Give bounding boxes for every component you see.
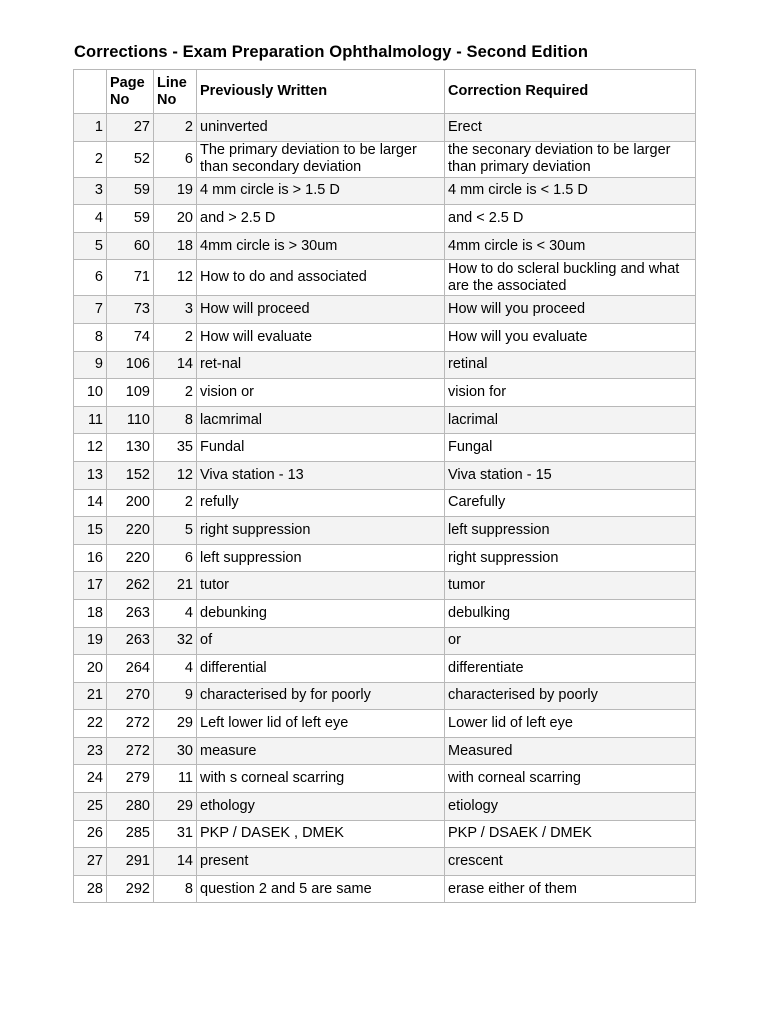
- row-index-cell: 20: [74, 655, 107, 683]
- page-no-cell: 106: [107, 351, 154, 379]
- previously-written-cell: How will proceed: [197, 296, 445, 324]
- row-index-cell: 24: [74, 765, 107, 793]
- table-row: [74, 793, 696, 821]
- page-no-cell: 263: [107, 599, 154, 627]
- previously-written-cell: measure: [197, 737, 445, 765]
- page-no-cell: 200: [107, 489, 154, 517]
- line-no-cell: 2: [154, 323, 197, 351]
- line-no-cell: 6: [154, 544, 197, 572]
- correction-required-cell: crescent: [445, 848, 696, 876]
- row-index-cell: 5: [74, 232, 107, 260]
- page-no-cell: 59: [107, 177, 154, 205]
- line-no-cell: 2: [154, 489, 197, 517]
- table-row: [74, 875, 696, 903]
- line-no-cell: 29: [154, 710, 197, 738]
- row-index-cell: 19: [74, 627, 107, 655]
- row-index-cell: 6: [74, 260, 107, 296]
- correction-required-cell: 4mm circle is < 30um: [445, 232, 696, 260]
- previously-written-cell: differential: [197, 655, 445, 683]
- table-row: [74, 379, 696, 407]
- page-no-cell: 292: [107, 875, 154, 903]
- row-index-cell: 13: [74, 461, 107, 489]
- row-index-cell: 16: [74, 544, 107, 572]
- line-no-cell: 12: [154, 260, 197, 296]
- previously-written-cell: How to do and associated: [197, 260, 445, 296]
- page-no-cell: 52: [107, 141, 154, 177]
- correction-required-cell: lacrimal: [445, 406, 696, 434]
- page-no-cell: 272: [107, 737, 154, 765]
- line-no-cell: 14: [154, 848, 197, 876]
- line-no-cell: 31: [154, 820, 197, 848]
- line-no-cell: 4: [154, 655, 197, 683]
- correction-required-cell: tumor: [445, 572, 696, 600]
- correction-required-cell: differentiate: [445, 655, 696, 683]
- previously-written-cell: lacmrimal: [197, 406, 445, 434]
- line-no-cell: 19: [154, 177, 197, 205]
- table-row: [74, 296, 696, 324]
- correction-required-cell: and < 2.5 D: [445, 205, 696, 233]
- table-row: [74, 572, 696, 600]
- page-no-cell: 110: [107, 406, 154, 434]
- table-row: [74, 205, 696, 233]
- table-row: [74, 655, 696, 683]
- line-no-cell: 2: [154, 114, 197, 142]
- page-no-cell: 60: [107, 232, 154, 260]
- previously-written-cell: uninverted: [197, 114, 445, 142]
- correction-required-cell: How will you proceed: [445, 296, 696, 324]
- correction-required-cell: etiology: [445, 793, 696, 821]
- table-row: [74, 323, 696, 351]
- line-no-cell: 8: [154, 406, 197, 434]
- correction-required-cell: with corneal scarring: [445, 765, 696, 793]
- line-no-cell: 5: [154, 517, 197, 545]
- correction-required-cell: PKP / DSAEK / DMEK: [445, 820, 696, 848]
- line-no-cell: 6: [154, 141, 197, 177]
- line-no-cell: 35: [154, 434, 197, 462]
- page-no-cell: 263: [107, 627, 154, 655]
- previously-written-cell: and > 2.5 D: [197, 205, 445, 233]
- correction-required-cell: the seconary deviation to be larger than primary deviation: [445, 141, 696, 177]
- correction-required-cell: debulking: [445, 599, 696, 627]
- page-no-cell: 285: [107, 820, 154, 848]
- page-no-cell: 130: [107, 434, 154, 462]
- row-index-cell: 26: [74, 820, 107, 848]
- table-row: [74, 177, 696, 205]
- page-no-cell: 262: [107, 572, 154, 600]
- page-no-cell: 74: [107, 323, 154, 351]
- previously-written-cell: refully: [197, 489, 445, 517]
- page-no-cell: 220: [107, 517, 154, 545]
- header-page-no: Page No: [107, 70, 154, 114]
- table-row: [74, 737, 696, 765]
- previously-written-cell: Fundal: [197, 434, 445, 462]
- page-no-cell: 280: [107, 793, 154, 821]
- row-index-cell: 21: [74, 682, 107, 710]
- row-index-cell: 15: [74, 517, 107, 545]
- page-no-cell: 279: [107, 765, 154, 793]
- page-no-cell: 264: [107, 655, 154, 683]
- table-row: [74, 114, 696, 142]
- correction-required-cell: How will you evaluate: [445, 323, 696, 351]
- row-index-cell: 9: [74, 351, 107, 379]
- page-no-cell: 73: [107, 296, 154, 324]
- row-index-cell: 17: [74, 572, 107, 600]
- correction-required-cell: right suppression: [445, 544, 696, 572]
- previously-written-cell: debunking: [197, 599, 445, 627]
- correction-required-cell: Lower lid of left eye: [445, 710, 696, 738]
- previously-written-cell: right suppression: [197, 517, 445, 545]
- line-no-cell: 4: [154, 599, 197, 627]
- correction-required-cell: characterised by poorly: [445, 682, 696, 710]
- correction-required-cell: Carefully: [445, 489, 696, 517]
- page-no-cell: 109: [107, 379, 154, 407]
- previously-written-cell: The primary deviation to be larger than secondary deviation: [197, 141, 445, 177]
- line-no-cell: 8: [154, 875, 197, 903]
- correction-required-cell: How to do scleral buckling and what are the associated: [445, 260, 696, 296]
- previously-written-cell: 4mm circle is > 30um: [197, 232, 445, 260]
- previously-written-cell: Viva station - 13: [197, 461, 445, 489]
- table-row: [74, 627, 696, 655]
- line-no-cell: 11: [154, 765, 197, 793]
- page-no-cell: 59: [107, 205, 154, 233]
- table-header-row: [74, 70, 696, 114]
- table-row: [74, 848, 696, 876]
- row-index-cell: 14: [74, 489, 107, 517]
- previously-written-cell: 4 mm circle is > 1.5 D: [197, 177, 445, 205]
- line-no-cell: 3: [154, 296, 197, 324]
- row-index-cell: 27: [74, 848, 107, 876]
- correction-required-cell: Erect: [445, 114, 696, 142]
- row-index-cell: 25: [74, 793, 107, 821]
- correction-required-cell: vision for: [445, 379, 696, 407]
- table-row: [74, 351, 696, 379]
- row-index-cell: 2: [74, 141, 107, 177]
- row-index-cell: 1: [74, 114, 107, 142]
- previously-written-cell: ethology: [197, 793, 445, 821]
- previously-written-cell: ret-nal: [197, 351, 445, 379]
- row-index-cell: 8: [74, 323, 107, 351]
- corrections-table: [73, 69, 696, 903]
- line-no-cell: 29: [154, 793, 197, 821]
- row-index-cell: 3: [74, 177, 107, 205]
- header-index: [74, 70, 107, 114]
- correction-required-cell: Viva station - 15: [445, 461, 696, 489]
- previously-written-cell: vision or: [197, 379, 445, 407]
- correction-required-cell: erase either of them: [445, 875, 696, 903]
- page-no-cell: 272: [107, 710, 154, 738]
- row-index-cell: 18: [74, 599, 107, 627]
- line-no-cell: 12: [154, 461, 197, 489]
- line-no-cell: 21: [154, 572, 197, 600]
- row-index-cell: 22: [74, 710, 107, 738]
- table-row: [74, 489, 696, 517]
- table-row: [74, 517, 696, 545]
- correction-required-cell: Measured: [445, 737, 696, 765]
- row-index-cell: 11: [74, 406, 107, 434]
- correction-required-cell: Fungal: [445, 434, 696, 462]
- table-row: [74, 406, 696, 434]
- previously-written-cell: present: [197, 848, 445, 876]
- table-row: [74, 544, 696, 572]
- table-row: [74, 461, 696, 489]
- page-no-cell: 27: [107, 114, 154, 142]
- document-title: Corrections - Exam Preparation Ophthalmology - Second Edition: [74, 43, 588, 61]
- previously-written-cell: How will evaluate: [197, 323, 445, 351]
- previously-written-cell: tutor: [197, 572, 445, 600]
- previously-written-cell: of: [197, 627, 445, 655]
- correction-required-cell: left suppression: [445, 517, 696, 545]
- correction-required-cell: 4 mm circle is < 1.5 D: [445, 177, 696, 205]
- table-row: [74, 599, 696, 627]
- previously-written-cell: characterised by for poorly: [197, 682, 445, 710]
- row-index-cell: 7: [74, 296, 107, 324]
- line-no-cell: 9: [154, 682, 197, 710]
- table-row: [74, 710, 696, 738]
- table-row: [74, 232, 696, 260]
- page-no-cell: 152: [107, 461, 154, 489]
- previously-written-cell: left suppression: [197, 544, 445, 572]
- table-row: [74, 434, 696, 462]
- page-no-cell: 220: [107, 544, 154, 572]
- previously-written-cell: question 2 and 5 are same: [197, 875, 445, 903]
- table-row: [74, 260, 696, 296]
- table-row: [74, 141, 696, 177]
- table-body: [74, 114, 696, 903]
- line-no-cell: 14: [154, 351, 197, 379]
- row-index-cell: 28: [74, 875, 107, 903]
- header-previously-written: Previously Written: [197, 70, 445, 114]
- line-no-cell: 30: [154, 737, 197, 765]
- row-index-cell: 12: [74, 434, 107, 462]
- table-row: [74, 765, 696, 793]
- previously-written-cell: PKP / DASEK , DMEK: [197, 820, 445, 848]
- line-no-cell: 32: [154, 627, 197, 655]
- row-index-cell: 4: [74, 205, 107, 233]
- row-index-cell: 23: [74, 737, 107, 765]
- previously-written-cell: Left lower lid of left eye: [197, 710, 445, 738]
- page-no-cell: 291: [107, 848, 154, 876]
- row-index-cell: 10: [74, 379, 107, 407]
- line-no-cell: 18: [154, 232, 197, 260]
- previously-written-cell: with s corneal scarring: [197, 765, 445, 793]
- line-no-cell: 2: [154, 379, 197, 407]
- header-correction-required: Correction Required: [445, 70, 696, 114]
- line-no-cell: 20: [154, 205, 197, 233]
- page-no-cell: 71: [107, 260, 154, 296]
- table-row: [74, 682, 696, 710]
- correction-required-cell: retinal: [445, 351, 696, 379]
- table-row: [74, 820, 696, 848]
- correction-required-cell: or: [445, 627, 696, 655]
- header-line-no: Line No: [154, 70, 197, 114]
- page-no-cell: 270: [107, 682, 154, 710]
